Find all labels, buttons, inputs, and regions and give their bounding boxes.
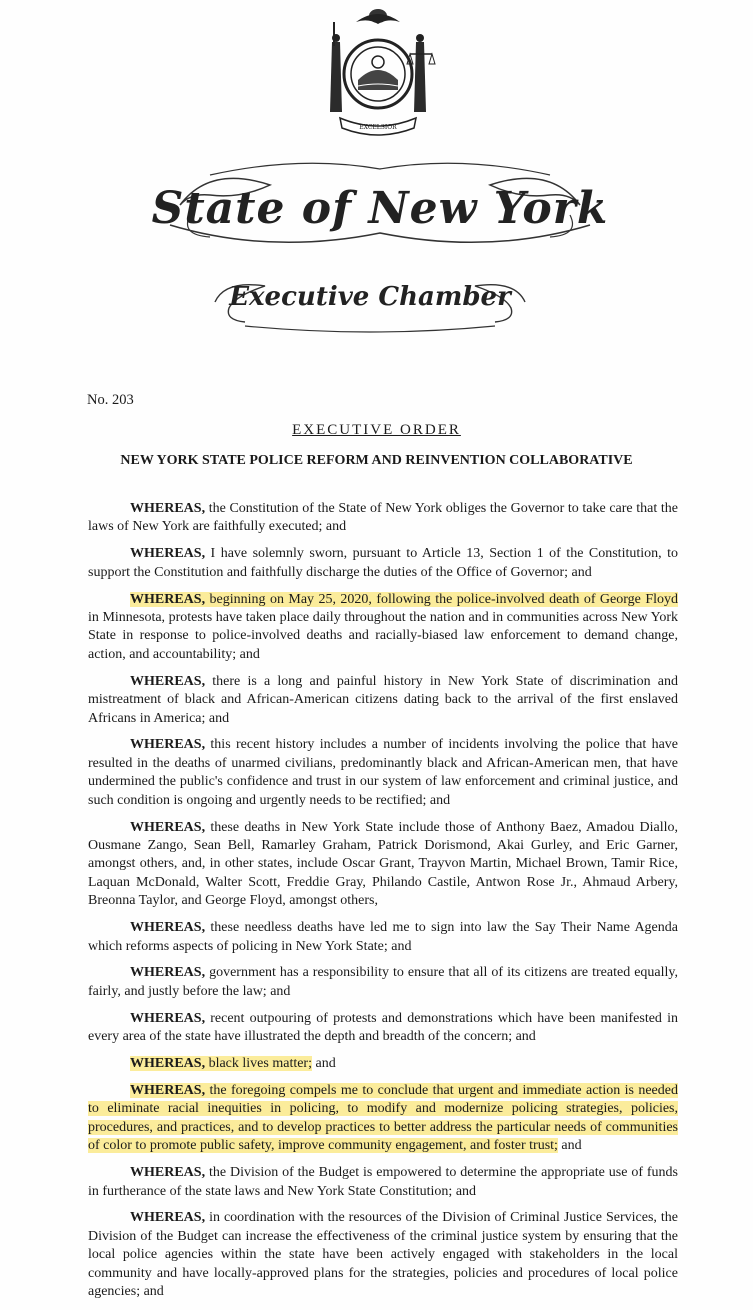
whereas-text: and [312,1056,336,1072]
whereas-lead: WHEREAS, [130,737,206,753]
whereas-lead: WHEREAS, [130,819,206,835]
whereas-text: recent outpouring of protests and demonstrations which have been manifested in every area of the state have illustrated the depth and breadth of the concern; and [88,1010,678,1045]
whereas-text: the Constitution of the State of New York obliges the Governor to take care that the laws of New York are faithfully executed; and [88,501,678,535]
chamber-heading [205,268,535,334]
state-seal [318,2,438,140]
whereas-lead: WHEREAS, [130,920,206,936]
whereas-paragraph [88,736,678,810]
whereas-paragraph [88,1164,678,1201]
whereas-paragraph [88,500,678,537]
whereas-text: and [557,1138,582,1154]
whereas-text: these needless deaths have led me to sign into law the Say Their Name Agenda which reforms aspects of policing in New York State; and [88,920,678,954]
whereas-text: these deaths in New York State include those of Anthony Baez, Amadou Diallo, Ousmane Zango, Sean Bell, Ramarley Graham, Patrick Dorismond, Akai Gurley, and Eric Garner, amongst others, and, in other states, include Oscar Grant, Trayvon Martin, Michael Brown, Tamir Rice, Laquan McDonald, Walter Scott, Freddie Gray, Philando Castile, Antwon Rose Jr., Ahmaud Arbery, Breonna Taylor, and George Floyd, amongst others, [88,819,678,909]
masthead-title: State of New York [151,183,609,234]
whereas-lead: WHEREAS, [130,1010,206,1026]
whereas-lead: WHEREAS, [130,1082,206,1098]
whereas-paragraph [88,673,678,728]
whereas-text: in coordination with the resources of the Division of Criminal Justice Services, the Division of the Budget can increase the effectiveness of the criminal justice system by ensuring that the local police agencies within the state have been actively engaged with stakeholders in the local community and have locally-approved plans for the strategies, policies and procedures of local police agencies; and [88,1210,678,1300]
order-body [88,500,678,1310]
highlighted-span: the foregoing compels me to conclude that urgent and immediate action is needed to eliminate racial inequities in policing, to modify and modernize policing strategies, policies, procedures, and practices, and to develop practices to better address the particular needs of communities of color to promote public safety, improve community engagement, and foster trust; [88,1082,678,1154]
whereas-text: in Minnesota, protests have taken place daily throughout the nation and in communities across New York State in response to police-involved deaths and racially-biased law enforcement to demand change, action, and accountability; and [88,610,678,662]
whereas-text: the Division of the Budget is empowered to determine the appropriate use of funds in furtherance of the state laws and New York State Constitution; and [88,1165,678,1199]
whereas-lead: WHEREAS, [130,501,206,516]
chamber-title: Executive Chamber [229,282,511,312]
whereas-lead: WHEREAS, [130,591,206,607]
whereas-paragraph [88,1055,678,1073]
whereas-lead: WHEREAS, [130,673,206,689]
whereas-paragraph [88,819,678,911]
whereas-lead: WHEREAS, [130,965,206,981]
order-heading: EXECUTIVE ORDER [292,422,461,438]
whereas-lead: WHEREAS, [130,1210,206,1226]
highlighted-span: beginning on May 25, 2020, following the police-involved death of George Floyd [205,591,678,607]
whereas-paragraph [88,1082,678,1156]
highlighted-text [130,592,678,607]
whereas-paragraph [88,964,678,1001]
whereas-paragraph [88,1010,678,1047]
whereas-text: this recent history includes a number of incidents involving the police that have resulted in the deaths of unarmed civilians, predominantly black and African-American men, that have undermined the public's confidence and trust in our system of law enforcement and criminal justice, and such condition is ongoing and urgently needs to be rectified; and [88,737,678,808]
highlighted-text [130,1056,312,1071]
whereas-text: government has a responsibility to ensure that all of its citizens are treated equally, fairly, and justly before the law; and [88,965,678,999]
order-title: NEW YORK STATE POLICE REFORM AND REINVENTION COLLABORATIVE [120,453,633,468]
whereas-text: there is a long and painful history in New York State of discrimination and mistreatment of black and African-American citizens dating back to the arrival of the first enslaved Africans in America; and [88,673,678,726]
whereas-paragraph [88,1209,678,1301]
whereas-paragraph [88,591,678,665]
masthead [150,155,610,255]
whereas-paragraph [88,545,678,582]
highlighted-span: black lives matter; [205,1056,312,1072]
svg-text:EXCELSIOR: EXCELSIOR [359,124,397,131]
whereas-paragraph [88,919,678,956]
whereas-text: I have solemnly sworn, pursuant to Article 13, Section 1 of the Constitution, to support the Constitution and faithfully discharge the duties of the Office of Governor; and [88,546,678,580]
whereas-lead: WHEREAS, [130,1165,206,1181]
order-number: No. 203 [87,392,134,408]
whereas-lead: WHEREAS, [130,546,206,562]
highlighted-text [88,1083,678,1153]
whereas-lead: WHEREAS, [130,1056,206,1072]
